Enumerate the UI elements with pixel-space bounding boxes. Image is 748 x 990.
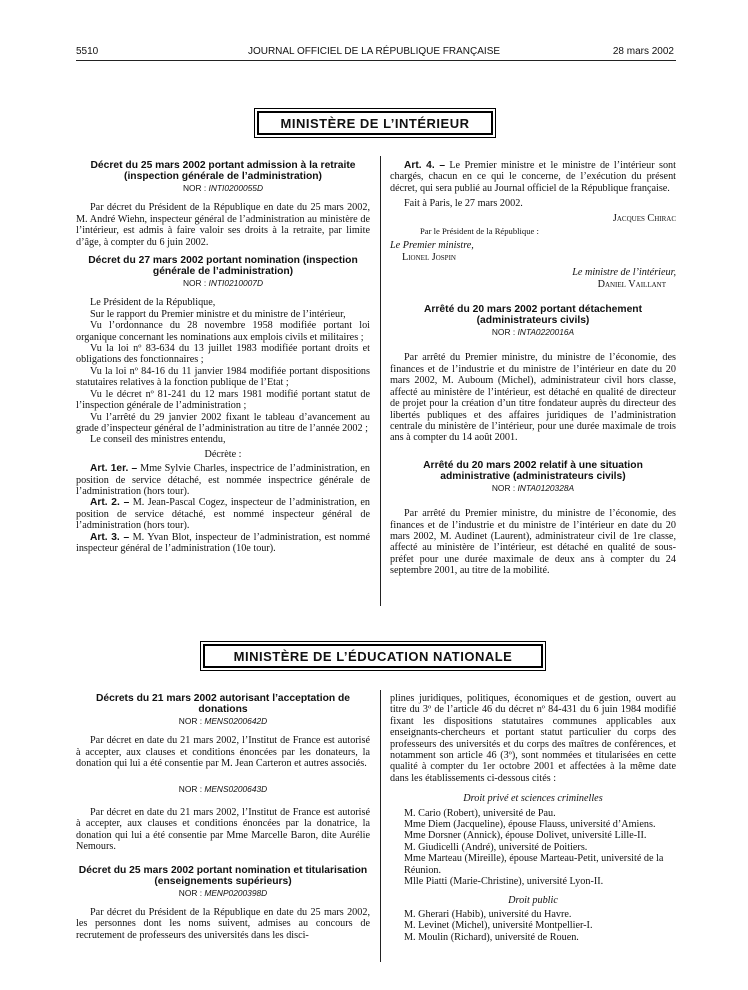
nor-reference: NOR : MENP0200398D <box>178 887 268 898</box>
decree-body: Par décret du Président de la République en date du 25 mars 2002, les personnes dont les noms suivent, admises au concours de recrutement de professeurs des universités dans les disci- <box>76 907 370 941</box>
appointee-item: Mme Diem (Jacqueline), épouse Flauss, université d’Amiens. <box>404 819 656 831</box>
page-number: 5510 <box>76 46 99 57</box>
decree-paragraph: Le Président de la République, <box>90 297 216 309</box>
issue-date: 28 mars 2002 <box>612 46 674 57</box>
decree-body-continued: plines juridiques, politiques, économiques et de gestion, ouvert au titre du 3º de l’article 46 du décret nº 84-431 du 6 juin 1984 modifié fixant les dispositions statutaires communes applicables aux enseignants-chercheurs et portant statut particulier du corps des professeurs des universités et du corps des maîtres de conférences, et notamment son article 46 (3º), sont nommées et titularisées en cette qualité à compter du 1er octobre 2001 et affectées à la même date dans les établissements ci-dessous cités : <box>390 693 676 784</box>
appointee-item: M. Levinet (Michel), université Montpellier-I. <box>404 920 593 932</box>
appointee-item: Mme Marteau (Mireille), épouse Marteau-Petit, université de la Réunion. <box>404 853 664 876</box>
decree-title: Décrets du 21 mars 2002 autorisant l’acceptation de donations <box>95 693 351 715</box>
decree-paragraph: Vu la loi nº 83-634 du 13 juillet 1983 modifiée portant droits et obligations des fonctionnaires ; <box>76 343 370 366</box>
decree-body: Par décret en date du 21 mars 2002, l’Institut de France est autorisé à accepter, aux clauses et conditions énoncées par la donatrice, la donation qui lui a été consentie par Mme Marcelle Baron, dite Aurélie Nemours. <box>76 807 370 853</box>
discipline-heading: Droit public <box>508 894 558 906</box>
decree-paragraph: Vu l’ordonnance du 28 novembre 1958 modifiée portant loi organique concernant les nominations aux emplois civils et militaires ; <box>76 320 370 343</box>
signature-minister: Daniel Vaillant <box>597 278 666 290</box>
header-rule <box>76 60 676 61</box>
column-divider <box>380 690 381 962</box>
arrete-body: Par arrêté du Premier ministre, du ministre de l’économie, des finances et de l’industrie et du ministre de l’intérieur en date du 20 mars 2002, M. Audinet (Laurent), administrateur civil de 1re classe, affecté au ministère de l’intérieur, est détaché en qualité de sous-préfet pour une durée maximale de deux ans à compter du 24 septembre 2001, au titre de la mobilité. <box>390 508 676 577</box>
appointee-item: Mlle Piatti (Marie-Christine), université Lyon-II. <box>404 876 604 888</box>
decree-paragraph: Vu l’arrêté du 29 janvier 2002 fixant le tableau d’avancement au grade d’inspecteur général de l’administration au titre de l’année 2002 ; <box>76 411 370 434</box>
journal-title: JOURNAL OFFICIEL DE LA RÉPUBLIQUE FRANÇAISE <box>247 46 501 57</box>
nor-reference: NOR : INTI0200055D <box>182 183 264 193</box>
nor-reference: NOR : MENS0200642D <box>178 716 268 726</box>
decree-paragraph: Vu le décret nº 81-241 du 12 mars 1981 modifié portant statut de l’inspection générale de l’administration ; <box>76 388 370 412</box>
appointee-item: M. Moulin (Richard), université de Rouen. <box>404 931 579 943</box>
nor-reference: NOR : INTA0120328A <box>491 482 575 493</box>
signature-prime-minister: Lionel Jospin <box>402 251 456 263</box>
article-1: Art. 1er. – Mme Sylvie Charles, inspectrice de l’administration, en position de service détaché, est nommée inspectrice générale de l’administration (hors tour). <box>76 463 371 497</box>
signature-role: Le ministre de l’intérieur, <box>572 267 676 279</box>
section1-left-column <box>76 160 370 554</box>
appointee-list <box>390 808 676 888</box>
decree-paragraph: Vu la loi nº 84-16 du 11 janvier 1984 modifiée portant dispositions statutaires relatives à la fonction publique de l’Etat ; <box>76 365 370 389</box>
appointee-item: Mme Dorsner (Annick), épouse Dolivet, université Lille-II. <box>404 830 647 842</box>
section2-left-column <box>76 693 370 941</box>
decree-title: Décret du 25 mars 2002 portant admission à la retraite (inspection générale de l’administration) <box>90 160 356 182</box>
appointee-item: M. Giudicelli (André), université de Poitiers. <box>404 841 588 853</box>
appointee-item: M. Cario (Robert), université de Pau. <box>404 807 556 819</box>
article-4: Art. 4. – Le Premier ministre et le ministre de l’intérieur sont chargés, chacun en ce qui le concerne, de l’exécution du présent décret, qui sera publié au Journal officiel de la République française. <box>390 160 676 194</box>
nor-reference: NOR : INTI0210007D <box>182 278 264 289</box>
article-2: Art. 2. – M. Jean-Pascal Cogez, inspecteur de l’administration, en position de service détaché, est nommé inspecteur général de l’administration (hors tour). <box>76 497 370 532</box>
ministry-title: MINISTÈRE DE L’ÉDUCATION NATIONALE <box>203 644 543 668</box>
nor-reference: NOR : INTA0220016A <box>491 327 575 338</box>
signature-role: Le Premier ministre, <box>390 240 474 252</box>
signature-place-date: Fait à Paris, le 27 mars 2002. <box>404 198 523 210</box>
column-divider <box>380 156 381 606</box>
decree-paragraph: Sur le rapport du Premier ministre et du ministre de l’intérieur, <box>90 308 346 320</box>
ministry-title: MINISTÈRE DE L’INTÉRIEUR <box>257 111 493 135</box>
decree-body: Par décret en date du 21 mars 2002, l’Institut de France est autorisé à accepter, aux clauses et conditions énoncées par les donateurs, la donation qui lui a été consentie par M. Jean Carteron et autres associés. <box>76 735 370 770</box>
ministry-heading-interieur <box>254 108 496 138</box>
decree-title: Décret du 27 mars 2002 portant nomination (inspection générale de l’administration) <box>88 255 358 278</box>
arrete-title: Arrêté du 20 mars 2002 relatif à une situation administrative (administrateurs civils) <box>423 459 643 482</box>
decree-body: Par décret du Président de la République en date du 25 mars 2002, M. André Wiehn, inspecteur général de l’administration au ministère de l’intérieur, est admis à faire valoir ses droits à la retraite, par limite d’âge, à compter du 6 juin 2002. <box>76 202 370 248</box>
section2-right-column <box>390 693 676 943</box>
decree-title: Décret du 25 mars 2002 portant nomination et titularisation (enseignements supérieurs) <box>78 864 368 887</box>
appointee-list <box>390 909 676 943</box>
arrete-title: Arrêté du 20 mars 2002 portant détachement (administrateurs civils) <box>423 304 643 327</box>
section1-right-column <box>390 160 676 577</box>
decree-paragraph: Le conseil des ministres entendu, <box>90 434 226 446</box>
ministry-heading-education <box>200 641 546 671</box>
decrete-label: Décrète : <box>204 448 242 460</box>
nor-reference: NOR : MENS0200643D <box>178 783 268 794</box>
discipline-heading: Droit privé et sciences criminelles <box>463 793 603 805</box>
arrete-body: Par arrêté du Premier ministre, du ministre de l’économie, des finances et de l’industrie et du ministre de l’intérieur en date du 20 mars 2002, M. Auboum (Michel), administrateur civil hors classe, affecté au ministère de l’intérieur, est détaché en qualité de directeur de projet pour la création d’un titre fondateur auprès du directeur des libertés publiques et des affaires juridiques de l’administration centrale du ministère de l’intérieur, pour une durée maximale de trois ans à compter du 14 août 2001. <box>390 352 676 444</box>
article-3: Art. 3. – M. Yvan Blot, inspecteur de l’administration, est nommé inspecteur général de l’administration (10e tour). <box>76 531 370 554</box>
signature-mention: Par le Président de la République : <box>420 226 539 237</box>
appointee-item: M. Gherari (Habib), université du Havre. <box>404 908 572 920</box>
signature-president: Jacques Chirac <box>612 212 676 224</box>
